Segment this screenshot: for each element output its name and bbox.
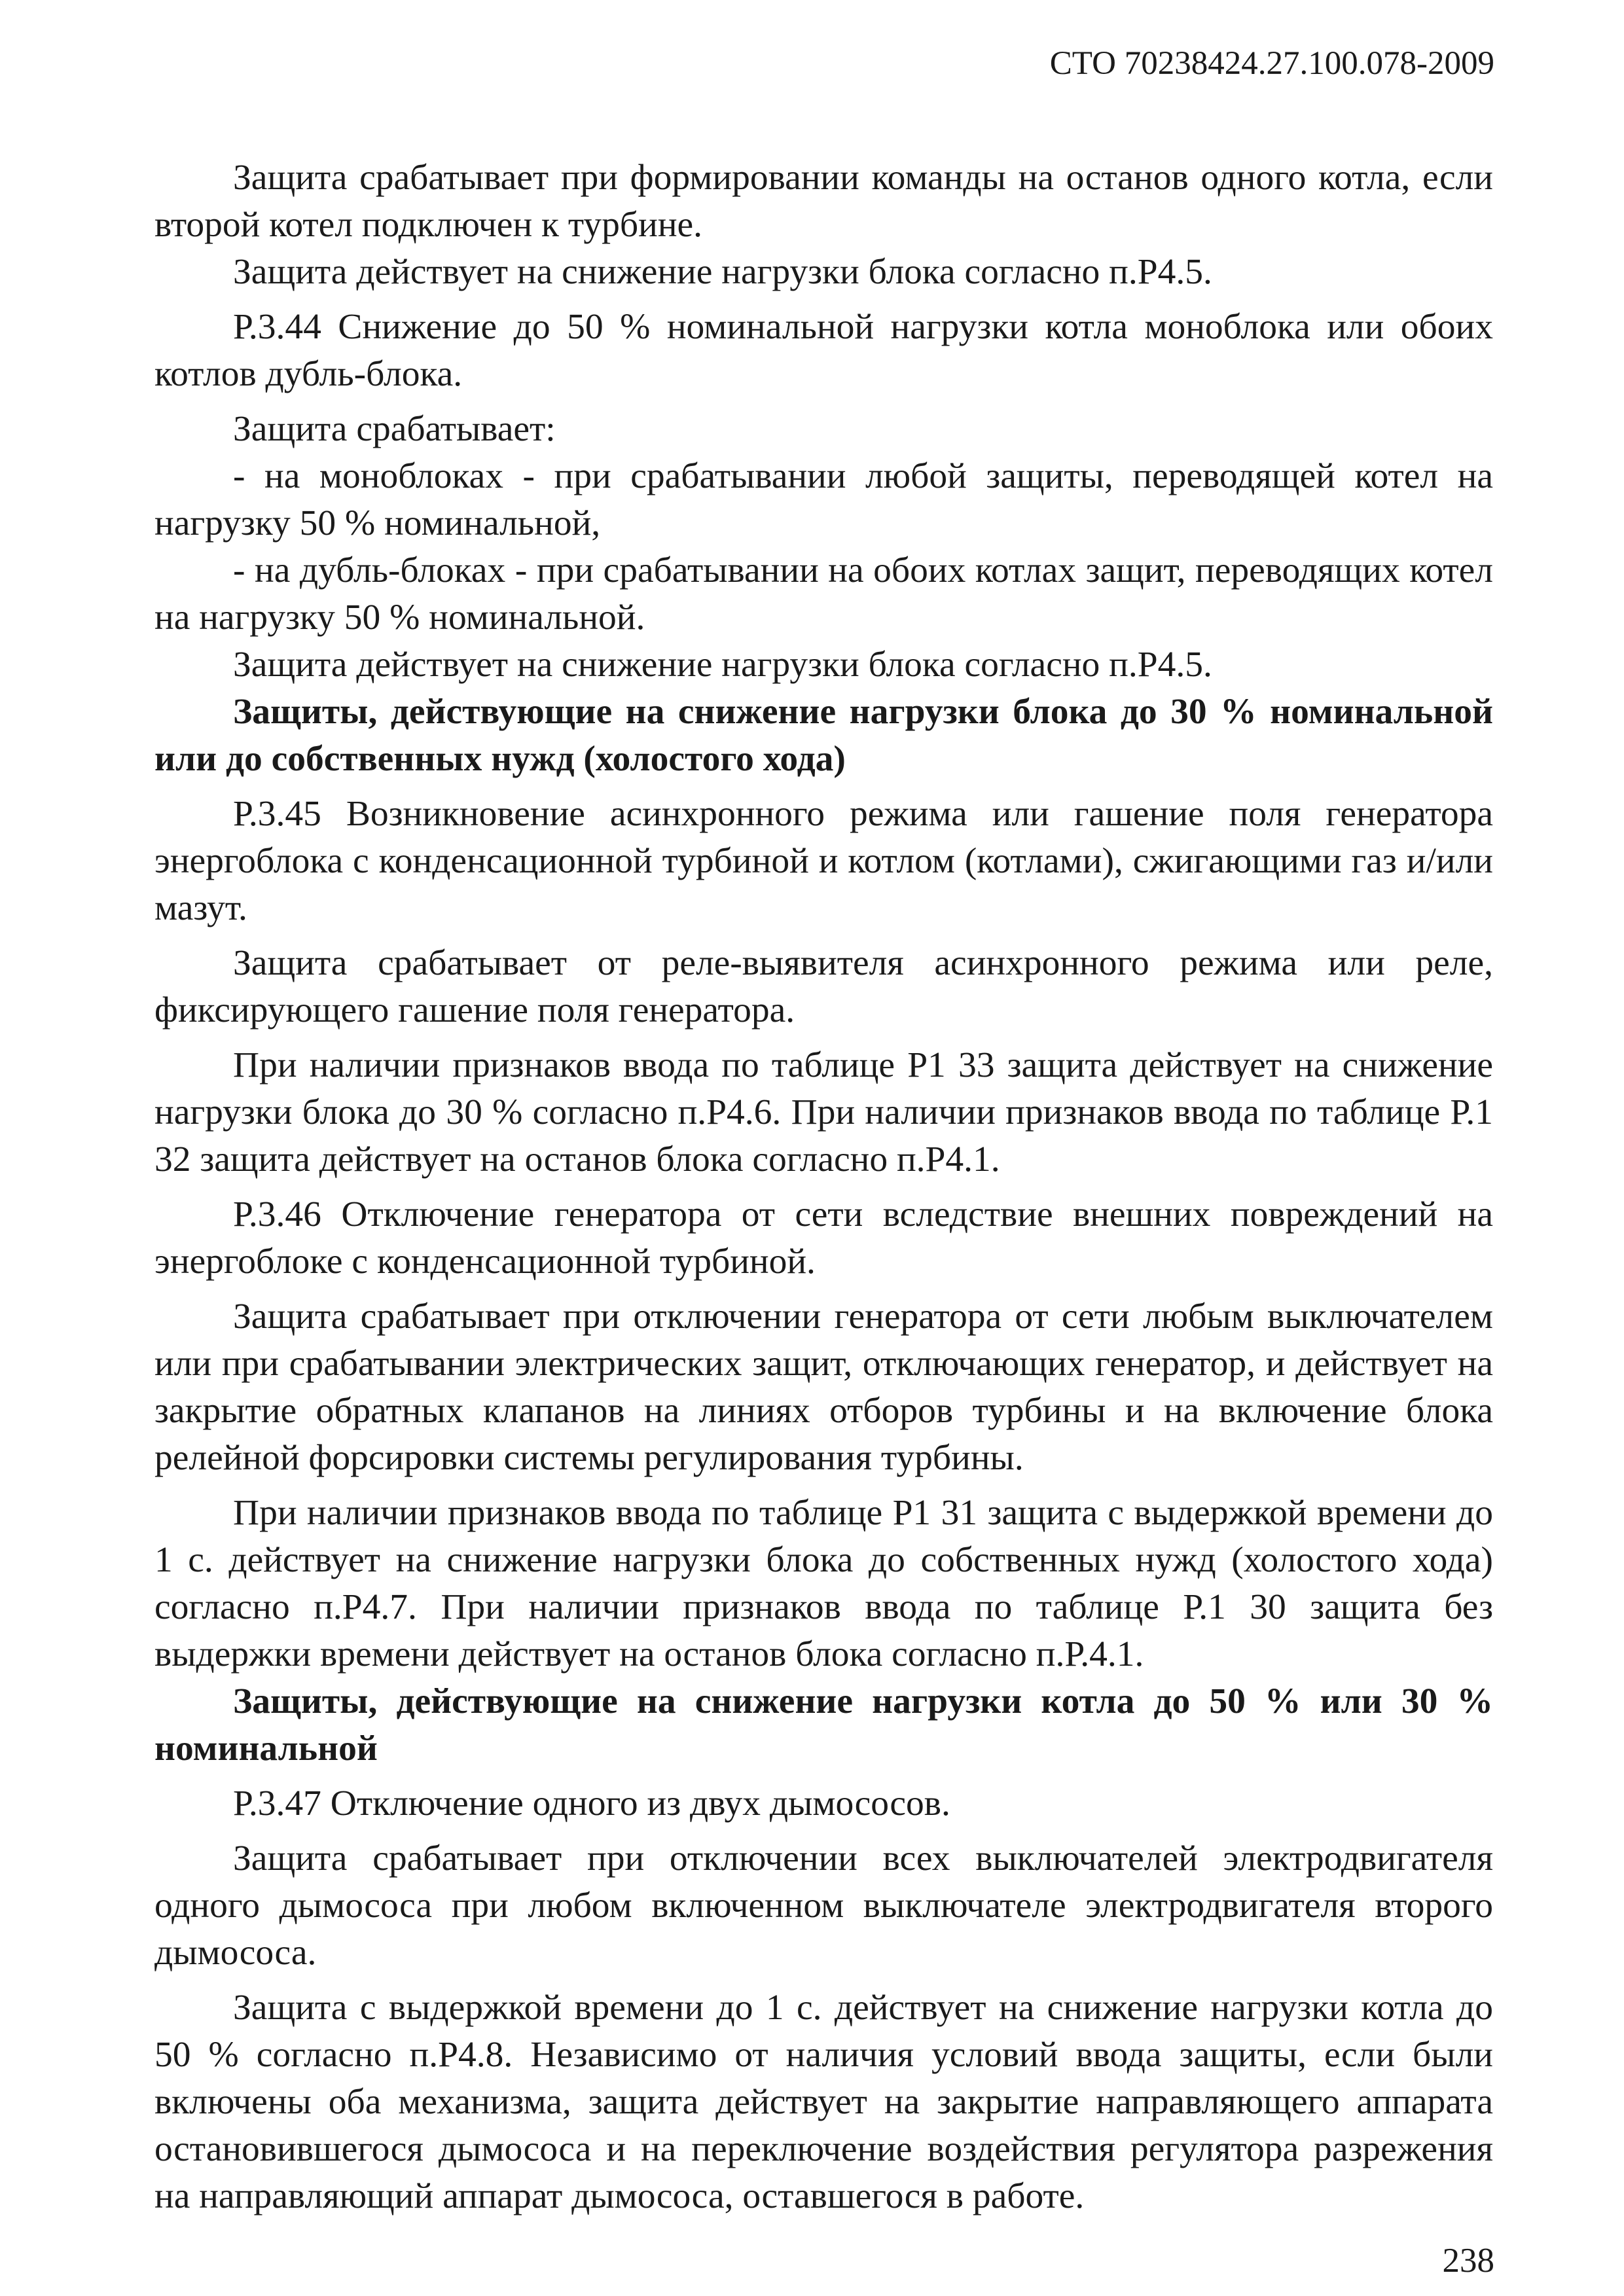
paragraph: При наличии признаков ввода по таблице Р1 33 защита действует на снижение нагрузки блока до 30 % согласно п.Р4.6. При наличии признаков ввода по таблице Р.1 32 защита действует на останов блока согласно п.Р4.1. [154,1045,1493,1179]
paragraph: Защита срабатывает от реле-выявителя асинхронного режима или реле, фиксирующего гашение поля генератора. [154,943,1493,1030]
list-item: - на дубль-блоках - при срабатывании на обоих котлах защит, переводящих котел на нагрузку 50 % номинальной. [154,550,1493,637]
paragraph: Защита срабатывает: [233,409,556,449]
paragraph: При наличии признаков ввода по таблице Р1 31 защита с выдержкой времени до 1 с. действует на снижение нагрузки блока до собственных нужд (холостого хода) согласно п.Р4.7. При наличии признаков ввода по таблице Р.1 30 защита без выдержки времени действует на останов блока согласно п.Р.4.1. [154,1493,1493,1674]
section-p3-47-title: Р.3.47 Отключение одного из двух дымососов. [233,1784,950,1823]
paragraph: Защита срабатывает при отключении всех выключателей электродвигателя одного дымососа при любом включенном выключателе электродвигателя второго дымососа. [154,1839,1493,1973]
section-p3-46-title: Р.3.46 Отключение генератора от сети вследствие внешних повреждений на энергоблоке с конденсационной турбиной. [154,1194,1493,1282]
paragraph: Защита срабатывает при формировании команды на останов одного котла, если второй котел подключен к турбине. [154,158,1493,245]
paragraph: Защита действует на снижение нагрузки блока согласно п.Р4.5. [233,252,1212,292]
section-p3-44-title: Р.3.44 Снижение до 50 % номинальной нагрузки котла моноблока или обоих котлов дубль-блока. [154,307,1493,394]
list-item: - на моноблоках - при срабатывании любой защиты, переводящей котел на нагрузку 50 % номинальной, [154,456,1493,543]
document-code: СТО 70238424.27.100.078-2009 [1049,45,1494,82]
section-heading: Защиты, действующие на снижение нагрузки блока до 30 % номинальной или до собственных нужд (холостого хода) [154,692,1493,779]
section-p3-45-title: Р.3.45 Возникновение асинхронного режима или гашение поля генератора энергоблока с конденсационной турбиной и котлом (котлами), сжигающими газ и/или мазут. [154,794,1493,928]
section-heading: Защиты, действующие на снижение нагрузки котла до 50 % или 30 % номинальной [154,1681,1493,1768]
paragraph: Защита срабатывает при отключении генератора от сети любым выключателем или при срабатывании электрических защит, отключающих генератор, и действует на закрытие обратных клапанов на линиях отборов турбины и на включение блока релейной форсировки системы регулирования турбины. [154,1297,1493,1478]
page-number: 238 [1442,2242,1494,2280]
document-body [154,154,1493,2220]
paragraph: Защита действует на снижение нагрузки блока согласно п.Р4.5. [233,645,1212,685]
paragraph: Защита с выдержкой времени до 1 с. действует на снижение нагрузки котла до 50 % согласно п.Р4.8. Независимо от наличия условий ввода защиты, если были включены оба механизма, защита действует на закрытие направляющего аппарата остановившегося дымососа и на переключение воздействия регулятора разрежения на направляющий аппарат дымососа, оставшегося в работе. [154,1988,1493,2216]
